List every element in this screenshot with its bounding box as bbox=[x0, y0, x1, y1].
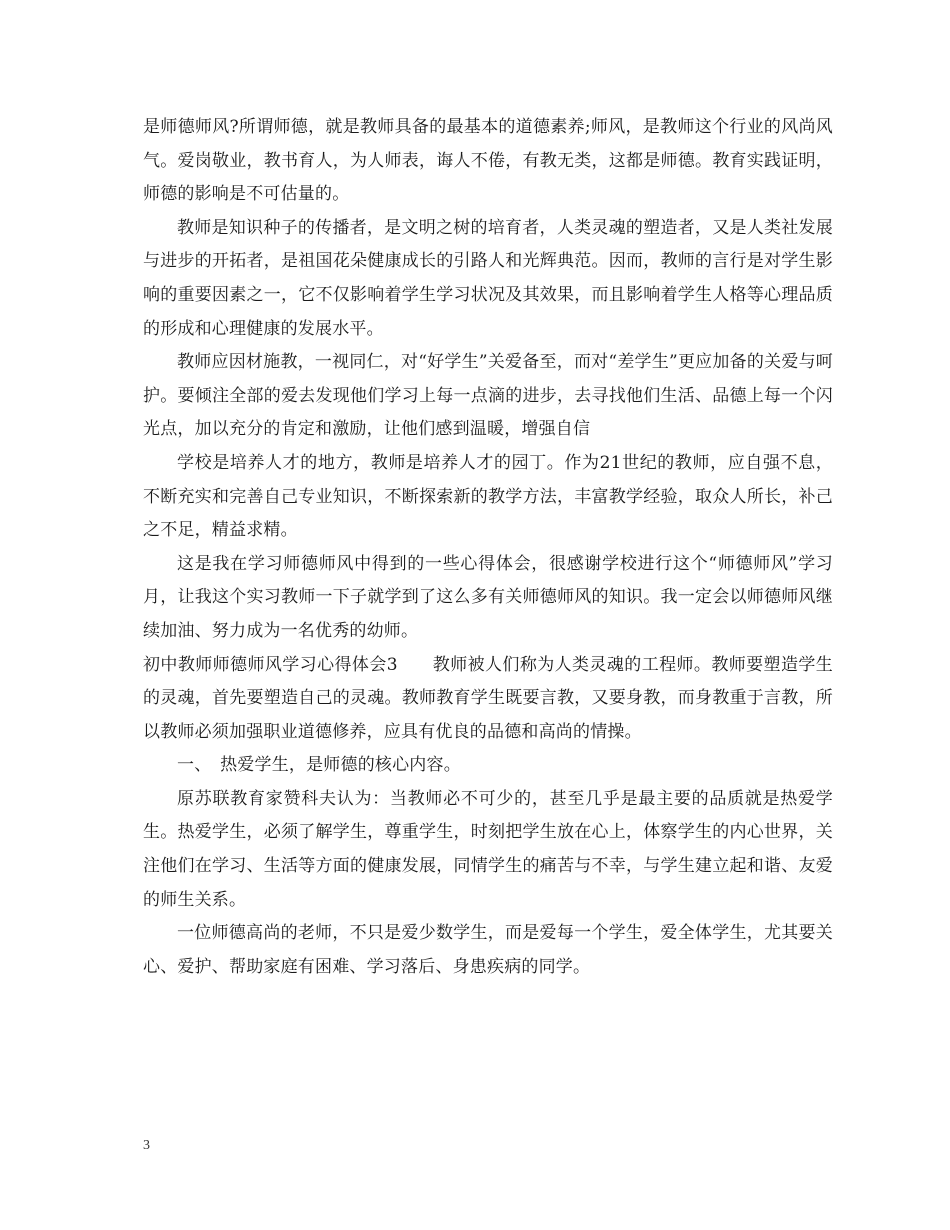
list-item-1 bbox=[143, 749, 833, 783]
list-marker: 一、 bbox=[177, 755, 203, 776]
section-paragraph bbox=[143, 649, 833, 750]
paragraph-3: 教师应因材施教，一视同仁，对“好学生”关爱备至，而对“差学生”更应加备的关爱与呵护。要倾注全部的爱去发现他们学习上每一点滴的进步，去寻找他们生活、品德上每一个闪光点，加以充分的肯定和激励，让他们感到温暖，增强自信 bbox=[143, 352, 833, 440]
list-spacer bbox=[203, 755, 220, 775]
paragraph-1: 是师德师风?所谓师德，就是教师具备的最基本的道德素养;师风，是教师这个行业的风尚风气。爱岗敬业，教书育人，为人师表，诲人不倦，有教无类，这都是师德。教育实践证明，师德的影响是不可估量的。 bbox=[143, 117, 833, 205]
document-body bbox=[143, 111, 833, 984]
paragraph-2: 教师是知识种子的传播者，是文明之树的培育者，人类灵魂的塑造者，又是人类社发展与进步的开拓者，是祖国花朵健康成长的引路人和光辉典范。因而，教师的言行是对学生影响的重要因素之一，它不仅影响着学生学习状况及其效果，而且影响着学生人格等心理品质的形成和心理健康的发展水平。 bbox=[143, 217, 833, 339]
paragraph-4: 学校是培养人才的地方，教师是培养人才的园丁。作为21世纪的教师，应自强不息，不断充实和完善自己专业知识，不断探索新的教学方法，丰富教学经验，取众人所长，补己之不足，精益求精。 bbox=[143, 452, 833, 541]
section-intro: 教师被人们称为人类灵魂的工程师。教师要塑造学生的灵魂，首先要塑造自己的灵魂。教师教育学生既要言教，又要身教，而身教重于言教，所以教师必须加强职业道德修养，应具有优良的品德和高尚的情操。 bbox=[143, 654, 833, 742]
section-spacer bbox=[398, 655, 433, 675]
list-item-text: 热爱学生，是师德的核心内容。 bbox=[220, 755, 461, 776]
paragraph-5: 这是我在学习师德师风中得到的一些心得体会，很感谢学校进行这个“师德师风”学习月，让我这个实习教师一下子就学到了这么多有关师德师风的知识。我一定会以师德师风继续加油、努力成为一名优秀的幼师。 bbox=[143, 553, 833, 641]
page-number: 3 bbox=[143, 1138, 150, 1153]
paragraph-6: 原苏联教育家赞科夫认为：当教师必不可少的，甚至几乎是最主要的品质就是热爱学生。热爱学生，必须了解学生，尊重学生，时刻把学生放在心上，体察学生的内心世界，关注他们在学习、生活等方面的健康发展，同情学生的痛苦与不幸，与学生建立起和谐、友爱的师生关系。 bbox=[143, 788, 833, 910]
paragraph-7: 一位师德高尚的老师，不只是爱少数学生，而是爱每一个学生，爱全体学生，尤其要关心、爱护、帮助家庭有困难、学习落后、身患疾病的同学。 bbox=[143, 923, 833, 977]
section-title: 初中教师师德师风学习心得体会3 bbox=[143, 654, 398, 675]
